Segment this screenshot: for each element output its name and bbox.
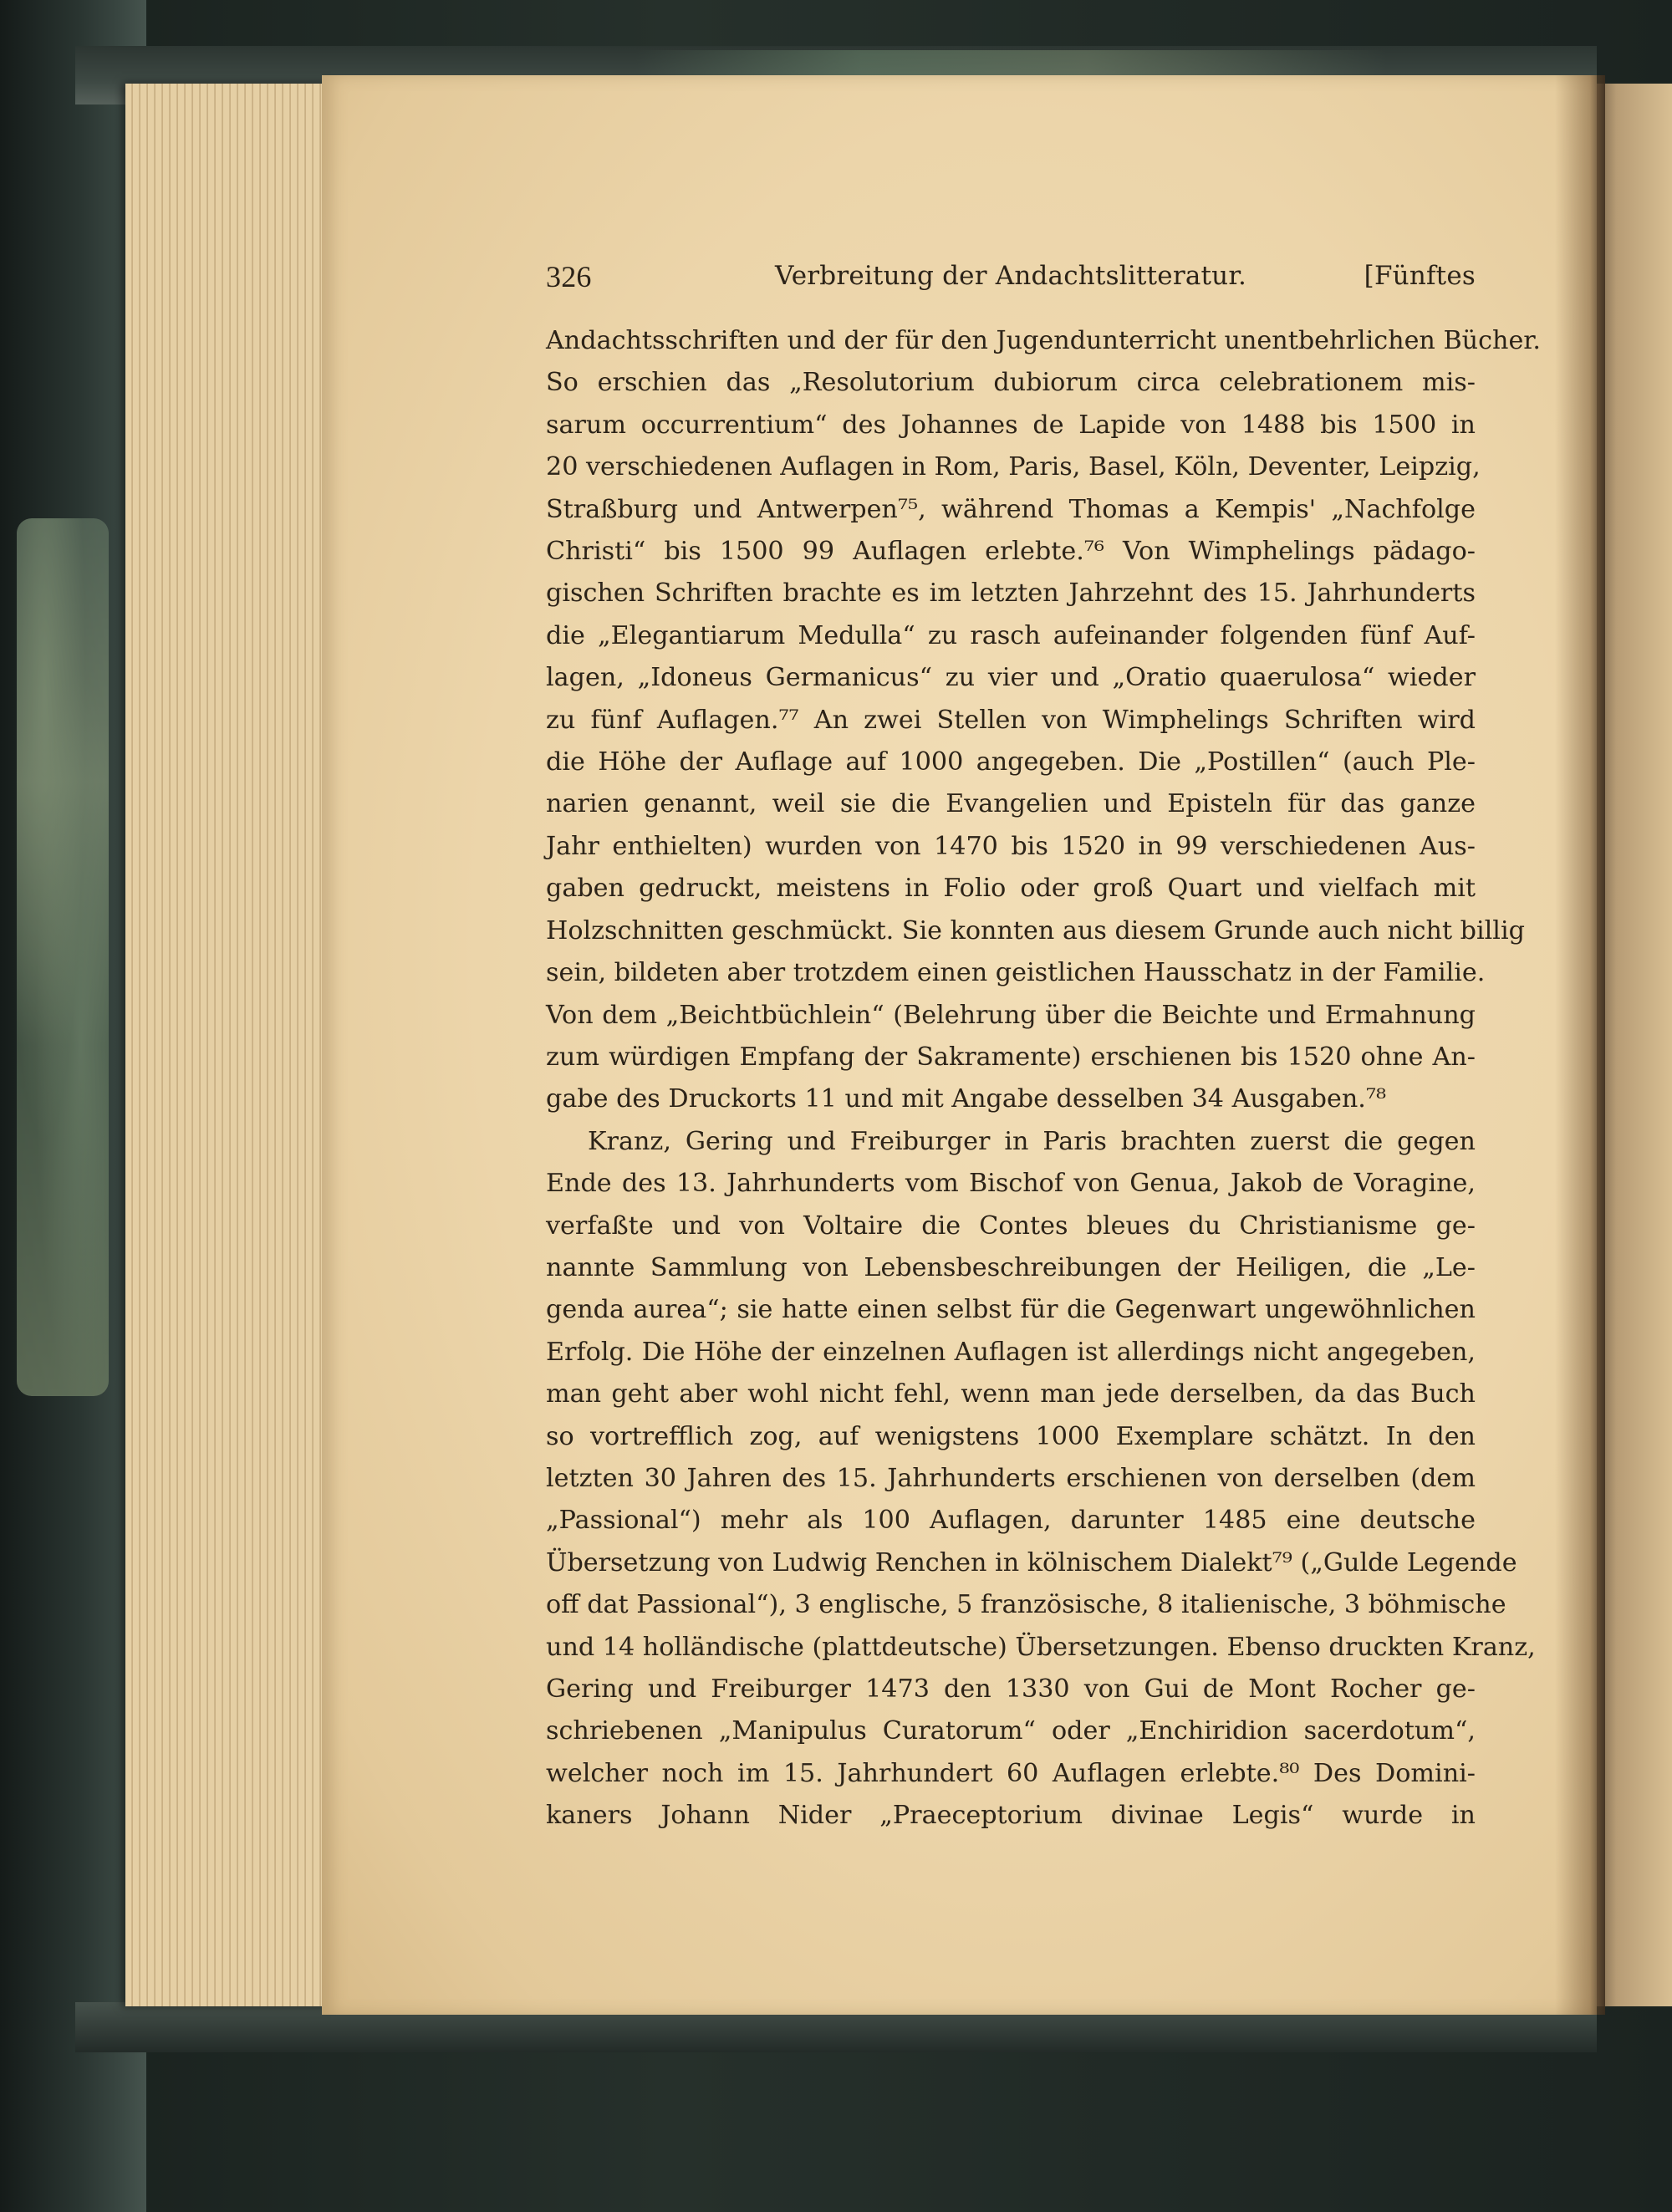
text-line: Christi“ bis 1500 99 Auflagen erlebte.⁷⁶ Von Wimphelings pädago- <box>546 537 1476 567</box>
text-line: „Passional“) mehr als 100 Auflagen, darunter 1485 eine deutsche <box>546 1506 1476 1536</box>
text-line: kaners Johann Nider „Praeceptorium divinae Legis“ wurde in <box>546 1801 1476 1831</box>
body-text <box>546 320 1542 1837</box>
text-line: gaben gedruckt, meistens in Folio oder groß Quart und vielfach mit <box>546 874 1476 904</box>
page-number: 326 <box>546 260 592 293</box>
text-line: letzten 30 Jahren des 15. Jahrhunderts erschienen von derselben (dem <box>546 1463 1476 1493</box>
text-line: und 14 holländische (plattdeutsche) Übersetzungen. Ebenso druckten Kranz, <box>546 1632 1536 1662</box>
text-line: welcher noch im 15. Jahrhundert 60 Auflagen erlebte.⁸⁰ Des Domini- <box>546 1758 1476 1788</box>
text-line: sein, bildeten aber trotzdem einen geistlichen Hausschatz in der Familie. <box>546 958 1486 988</box>
text-line: Holzschnitten geschmückt. Sie konnten aus diesem Grunde auch nicht billig <box>546 915 1525 945</box>
text-line: lagen, „Idoneus Germanicus“ zu vier und „Oratio quaerulosa“ wieder <box>546 663 1476 693</box>
stacked-page-edges <box>125 84 334 2006</box>
text-line: Ende des 13. Jahrhunderts vom Bischof von Genua, Jakob de Voragine, <box>546 1169 1476 1199</box>
text-line: Gering und Freiburger 1473 den 1330 von Gui de Mont Rocher ge- <box>546 1674 1476 1704</box>
running-head <box>546 252 1476 303</box>
text-line: Andachtsschriften und der für den Jugendunterricht unentbehrlichen Bücher. <box>546 326 1542 355</box>
text-line: narien genannt, weil sie die Evangelien und Episteln für das ganze <box>546 789 1476 819</box>
text-line: zum würdigen Empfang der Sakramente) erschienen bis 1520 ohne An- <box>546 1042 1476 1072</box>
text-line: Von dem „Beichtbüchlein“ (Belehrung über die Beichte und Ermahnung <box>546 1000 1476 1030</box>
text-line: so vortrefflich zog, auf wenigstens 1000 Exemplare schätzt. In den <box>546 1421 1476 1451</box>
text-line: 20 verschiedenen Auflagen in Rom, Paris, Basel, Köln, Deventer, Leipzig, <box>546 452 1481 482</box>
text-line: verfaßte und von Voltaire die Contes bleues du Christianisme ge- <box>546 1210 1476 1241</box>
text-line: Jahr enthielten) wurden von 1470 bis 1520 in 99 verschiedenen Aus- <box>546 831 1476 861</box>
text-line: zu fünf Auflagen.⁷⁷ An zwei Stellen von Wimphelings Schriften wird <box>546 705 1476 735</box>
text-line: Straßburg und Antwerpen⁷⁵, während Thomas a Kempis' „Nachfolge <box>546 494 1476 524</box>
text-line: man geht aber wohl nicht fehl, wenn man jede derselben, da das Buch <box>546 1379 1476 1409</box>
marbled-endpaper <box>17 518 109 1396</box>
text-line: Übersetzung von Ludwig Renchen in kölnischem Dialekt⁷⁹ („Gulde Legende <box>546 1547 1517 1577</box>
paragraph-start-line: Kranz, Gering und Freiburger in Paris brachten zuerst die gegen <box>588 1126 1476 1156</box>
text-line: nannte Sammlung von Lebensbeschreibungen der Heiligen, die „Le- <box>546 1252 1476 1282</box>
text-line: gischen Schriften brachte es im letzten Jahrzehnt des 15. Jahrhunderts <box>546 578 1476 609</box>
text-line: Erfolg. Die Höhe der einzelnen Auflagen ist allerdings nicht angegeben, <box>546 1337 1476 1367</box>
text-line: die Höhe der Auflage auf 1000 angegeben. Die „Postillen“ (auch Ple- <box>546 747 1476 777</box>
paragraph-end-line: gabe des Druckorts 11 und mit Angabe desselben 34 Ausgaben.⁷⁸ <box>546 1084 1387 1114</box>
section-label: [Fünftes <box>1364 261 1476 291</box>
text-line: die „Elegantiarum Medulla“ zu rasch aufeinander folgenden fünf Auf- <box>546 620 1476 650</box>
running-title: Verbreitung der Andachtslitteratur. <box>774 261 1247 291</box>
text-line: sarum occurrentium“ des Johannes de Lapide von 1488 bis 1500 in <box>546 410 1476 440</box>
page-text-block <box>546 252 1542 1837</box>
text-line: schriebenen „Manipulus Curatorum“ oder „Enchiridion sacerdotum“, <box>546 1716 1476 1746</box>
text-line: genda aurea“; sie hatte einen selbst für die Gegenwart ungewöhnlichen <box>546 1295 1476 1325</box>
page-gutter-shadow <box>1555 75 1605 2015</box>
text-line: off dat Passional“), 3 englische, 5 französische, 8 italienische, 3 böhmische <box>546 1590 1506 1620</box>
text-line: So erschien das „Resolutorium dubiorum circa celebrationem mis- <box>546 368 1476 398</box>
